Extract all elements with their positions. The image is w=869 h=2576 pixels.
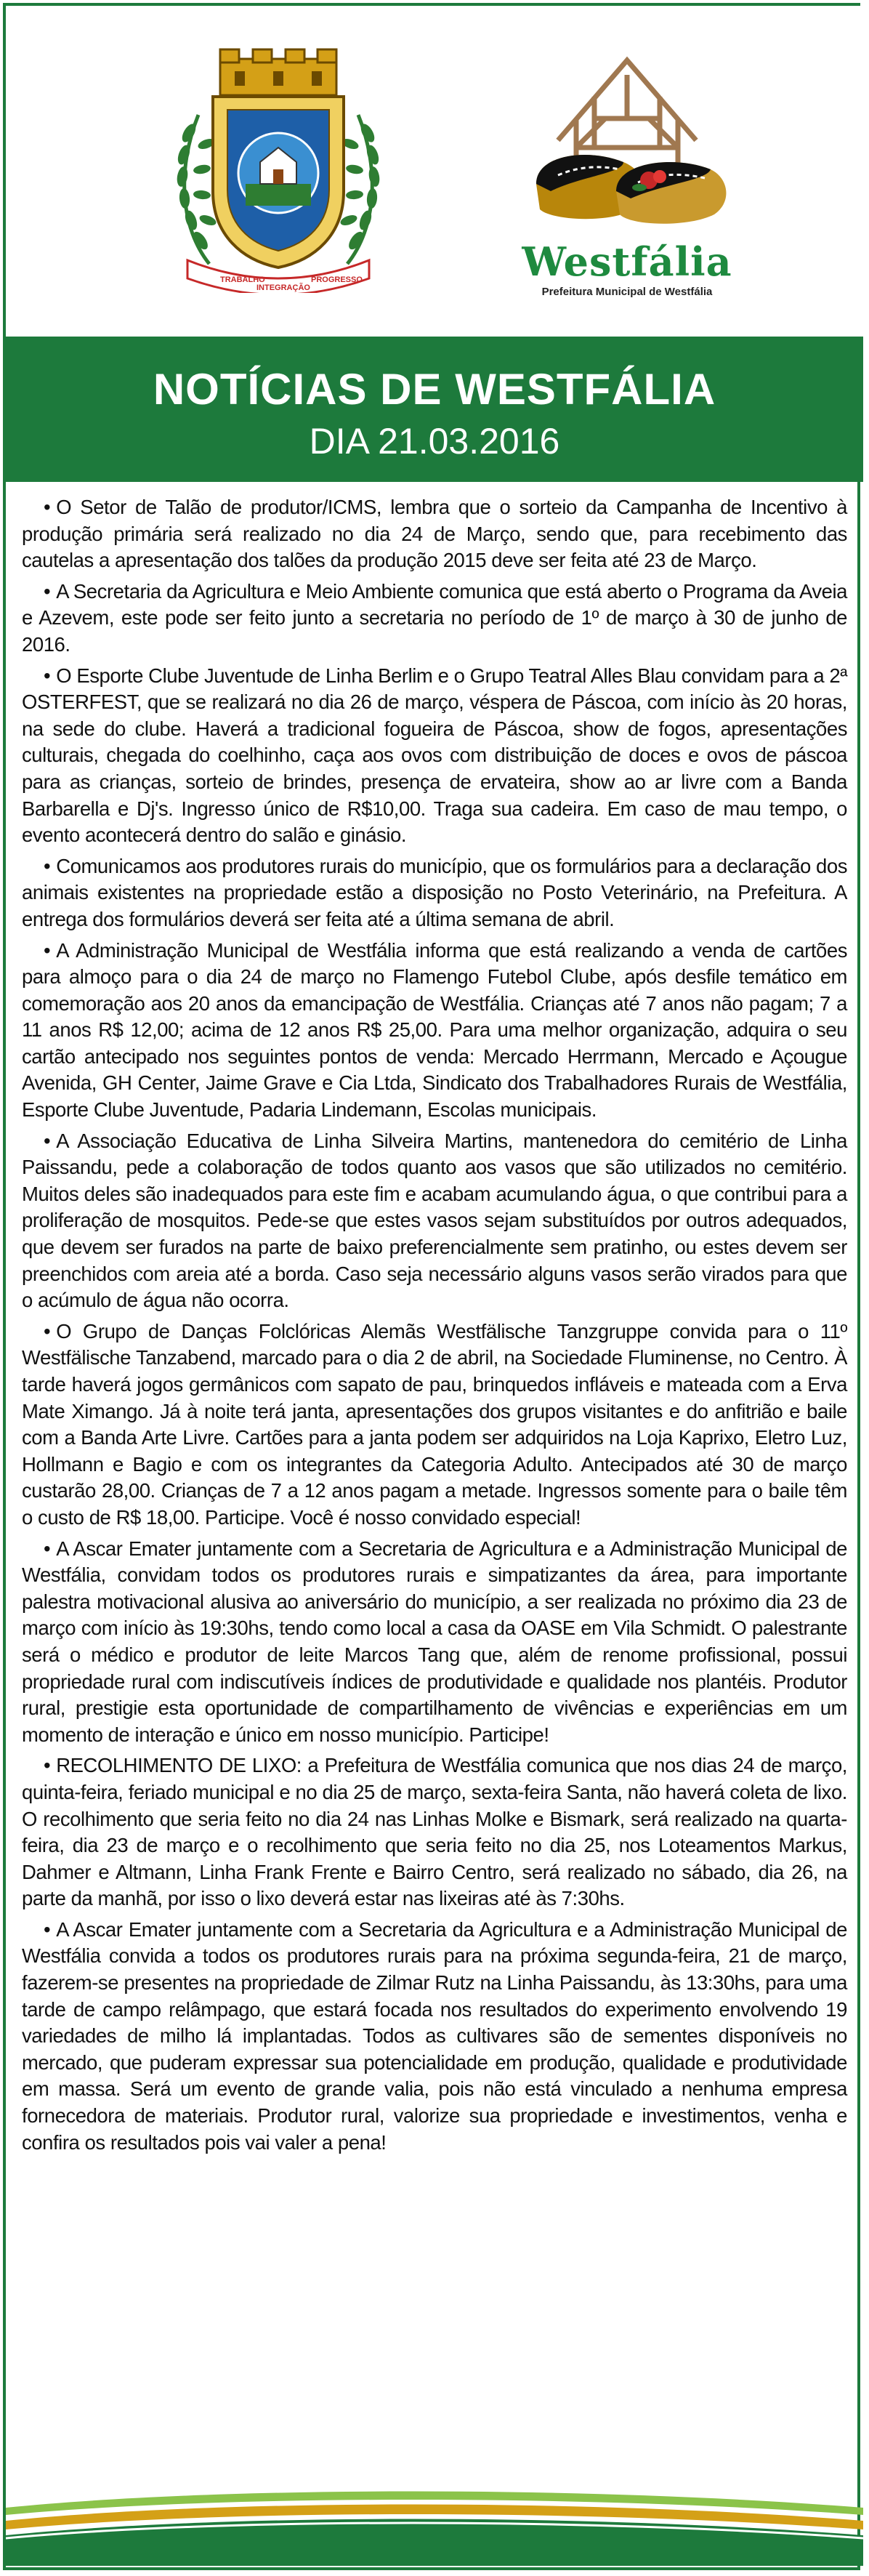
news-item — [22, 1319, 847, 1531]
title-banner — [6, 337, 863, 482]
logo-name: Westfália — [522, 238, 732, 285]
crest-ribbon-word-3: PROGRESSO — [311, 275, 363, 284]
news-item — [22, 1536, 847, 1749]
news-item — [22, 494, 847, 574]
crest-ribbon-word-1: TRABALHO — [220, 275, 265, 284]
news-item — [22, 663, 847, 849]
left-laurel-icon — [176, 115, 218, 264]
bullet-icon: • — [44, 664, 51, 687]
page-title: NOTÍCIAS DE WESTFÁLIA — [153, 365, 716, 414]
bullet-icon: • — [44, 938, 51, 962]
bullet-icon: • — [44, 1537, 51, 1560]
logo-subtitle: Prefeitura Municipal de Westfália — [541, 286, 713, 298]
news-item — [22, 1128, 847, 1314]
news-text: Comunicamos aos produtores rurais do município, que os formulários para a declaração dos animais existentes na propriedade estão a disposição no Posto Veterinário, na Prefeitura. A entrega dos formulários deverá ser feita até a última semana de abril. — [22, 854, 847, 930]
news-text: A Secretaria da Agricultura e Meio Ambiente comunica que está aberto o Programa da Aveia e Azevem, este pode ser feito junto a secretaria no período de 1º de março à 30 de junho de 2016. — [22, 579, 847, 656]
bullet-icon: • — [44, 854, 51, 877]
news-text: A Associação Educativa de Linha Silveira Martins, mantenedora do cemitério de Linha Paissandu, pede a colaboração de todos quanto aos vasos que são utilizados no cemitério. Muitos deles são inadequados para este fim e acabam acumulando água, o que contribui para a proliferação de mosquitos. Pede-se que estes vasos sejam substituídos por outros adequados, que devem ser furados na parte de baixo preferencialmente sem pratinho, ou estes devem ser preenchidos com areia até a borda. Caso seja necessário alguns vasos serão virados para que o acúmulo de água não ocorra. — [22, 1129, 847, 1312]
timber-house-and-clogs-icon — [507, 46, 747, 238]
news-text: A Administração Municipal de Westfália informa que está realizando a venda de cartões para almoço para o dia 24 de março no Flamengo Futebol Clube, após desfile temático em comemoração aos 20 anos da emancipação de Westfália. Crianças até 7 anos não pagam; 7 a 11 anos R$ 12,00; acima de 12 anos R$ 25,00. Para uma melhor organização, adquira o seu cartão antecipado nos seguintes pontos de venda: Mercado Herrmann, Mercado e Açougue Avenida, GH Center, Jaime Grave e Cia Ltda, Sindicato dos Trabalhadores Rurais de Westfália, Esporte Clube Juventude, Padaria Lindemann, Escolas municipais. — [22, 938, 847, 1122]
header — [6, 6, 863, 337]
mural-crown-icon — [220, 49, 336, 95]
crest-ribbon-word-2: INTEGRAÇÃO — [256, 283, 310, 292]
news-text: O Grupo de Danças Folclóricas Alemãs Westfälische Tanzgruppe convida para o 11º Westfälische Tanzabend, marcado para o dia 2 de abril, na Sociedade Fluminense, no Centro. À tarde haverá jogos germânicos com sapato de pau, brinquedos infláveis e mateada com a Erva Mate Ximango. Já à noite terá janta, apresentações dos grupos visitantes e do anfitrião e baile com a Banda Arte Livre. Cartões para a janta podem ser adquiridos na Loja Kaprixo, Eletro Luz, Hollmann e Bagio e com os integrantes da Categoria Adulto. Antecipados até 30 de março custarão 28,00. Crianças de 7 a 12 anos pagam a metade. Ingressos somente para o baile têm o custo de R$ 18,00. Participe. Você é nosso convidado especial! — [22, 1319, 847, 1529]
news-text: O Setor de Talão de produtor/ICMS, lembra que o sorteio da Campanha de Incentivo à produção primária será realizado no dia 24 de Março, sendo que, para recebimento das cautelas a apresentação dos talões da produção 2015 deve ser feita até 23 de Março. — [22, 496, 847, 572]
bullet-icon: • — [44, 1754, 51, 1777]
page-date: DIA 21.03.2016 — [309, 421, 560, 462]
news-item — [22, 853, 847, 933]
westfalia-logo — [507, 46, 747, 304]
bullet-icon: • — [44, 1319, 51, 1343]
shield-icon — [213, 97, 344, 267]
news-item — [22, 579, 847, 659]
news-text: O Esporte Clube Juventude de Linha Berlim e o Grupo Teatral Alles Blau convidam para a 2ª OSTERFEST, que se realizará no dia 26 de março, véspera de Páscoa, com início às 20 horas, na sede do clube. Haverá a tradicional fogueira de Páscoa, show de fogos, apresentações culturais, chegada do coelhinho, caça aos ovos com distribuição de doces e ovos de páscoa para as crianças, sorteio de brindes, presença de ervateira, show ao ar livre com a Banda Barbarella e Dj's. Ingresso único de R$10,00. Traga sua cadeira. Em caso de mau tempo, o evento acontecerá dentro do salão e ginásio. — [22, 664, 847, 847]
right-laurel-icon — [339, 115, 381, 264]
news-item — [22, 938, 847, 1124]
news-text: A Ascar Emater juntamente com a Secretaria da Agricultura e a Administração Municipal de Westfália convida a todos os produtores rurais para na próxima segunda-feira, 21 de março, fazerem-se presentes na propriedade de Zilmar Rutz na Linha Paissandu, às 13:30hs, para uma tarde de campo relâmpago, que estará focada nos resultados do experimento envolvendo 19 variedades de milho lá implantadas. Todos as cultivares são de sementes disponíveis no mercado, que puderam expressar sua potencialidade em produção, qualidade e produtividade em massa. Será um evento de grande valia, pois não está vinculado a nenhuma empresa fornecedora de materiais. Produtor rural, valorize sua propriedade e investimentos, venha e confira os resultados pois vai valer a pena! — [22, 1917, 847, 2154]
bullet-icon: • — [44, 1917, 51, 1941]
news-list — [22, 494, 847, 2160]
footer-wave-decoration — [6, 2457, 863, 2566]
news-item — [22, 1917, 847, 2156]
municipal-crest-logo — [158, 46, 398, 293]
bullet-icon: • — [44, 1129, 51, 1152]
bullet-icon: • — [44, 579, 51, 603]
news-text: RECOLHIMENTO DE LIXO: a Prefeitura de Westfália comunica que nos dias 24 de março, quinta-feira, feriado municipal e no dia 25 de março, sexta-feira Santa, não haverá coleta de lixo. O recolhimento que seria feito no dia 24 nas Linhas Molke e Bismark, será realizado na quarta-feira, dia 23 de março e o recolhimento que seria feito no dia 25, nos Loteamentos Markus, Dahmer e Altmann, Linha Frank Frente e Bairro Centro, será realizado no sábado, dia 26, na parte da manhã, por isso o lixo deverá estar nas lixeiras até às 7:30hs. — [22, 1754, 847, 1910]
news-text: A Ascar Emater juntamente com a Secretaria de Agricultura e a Administração Municipal de Westfália, convidam todos os produtores rurais e simpatizantes da área, para importante palestra motivacional alusiva ao aniversário do município, a ser realizada no próximo dia 23 de março com início às 19:30hs, tendo como local a casa da OASE em Vila Schmidt. O palestrante será o médico e produtor de leite Marcos Tang que, além de renome profissional, possui propriedade rural com indiscutíveis índices de produtividade e qualidade nos plantéis. Produtor rural, prestigie esta oportunidade de compartilhamento de vivências e experiências em um momento de interação e único em nosso município. Participe! — [22, 1537, 847, 1746]
news-item — [22, 1752, 847, 1912]
bullet-icon: • — [44, 496, 51, 518]
